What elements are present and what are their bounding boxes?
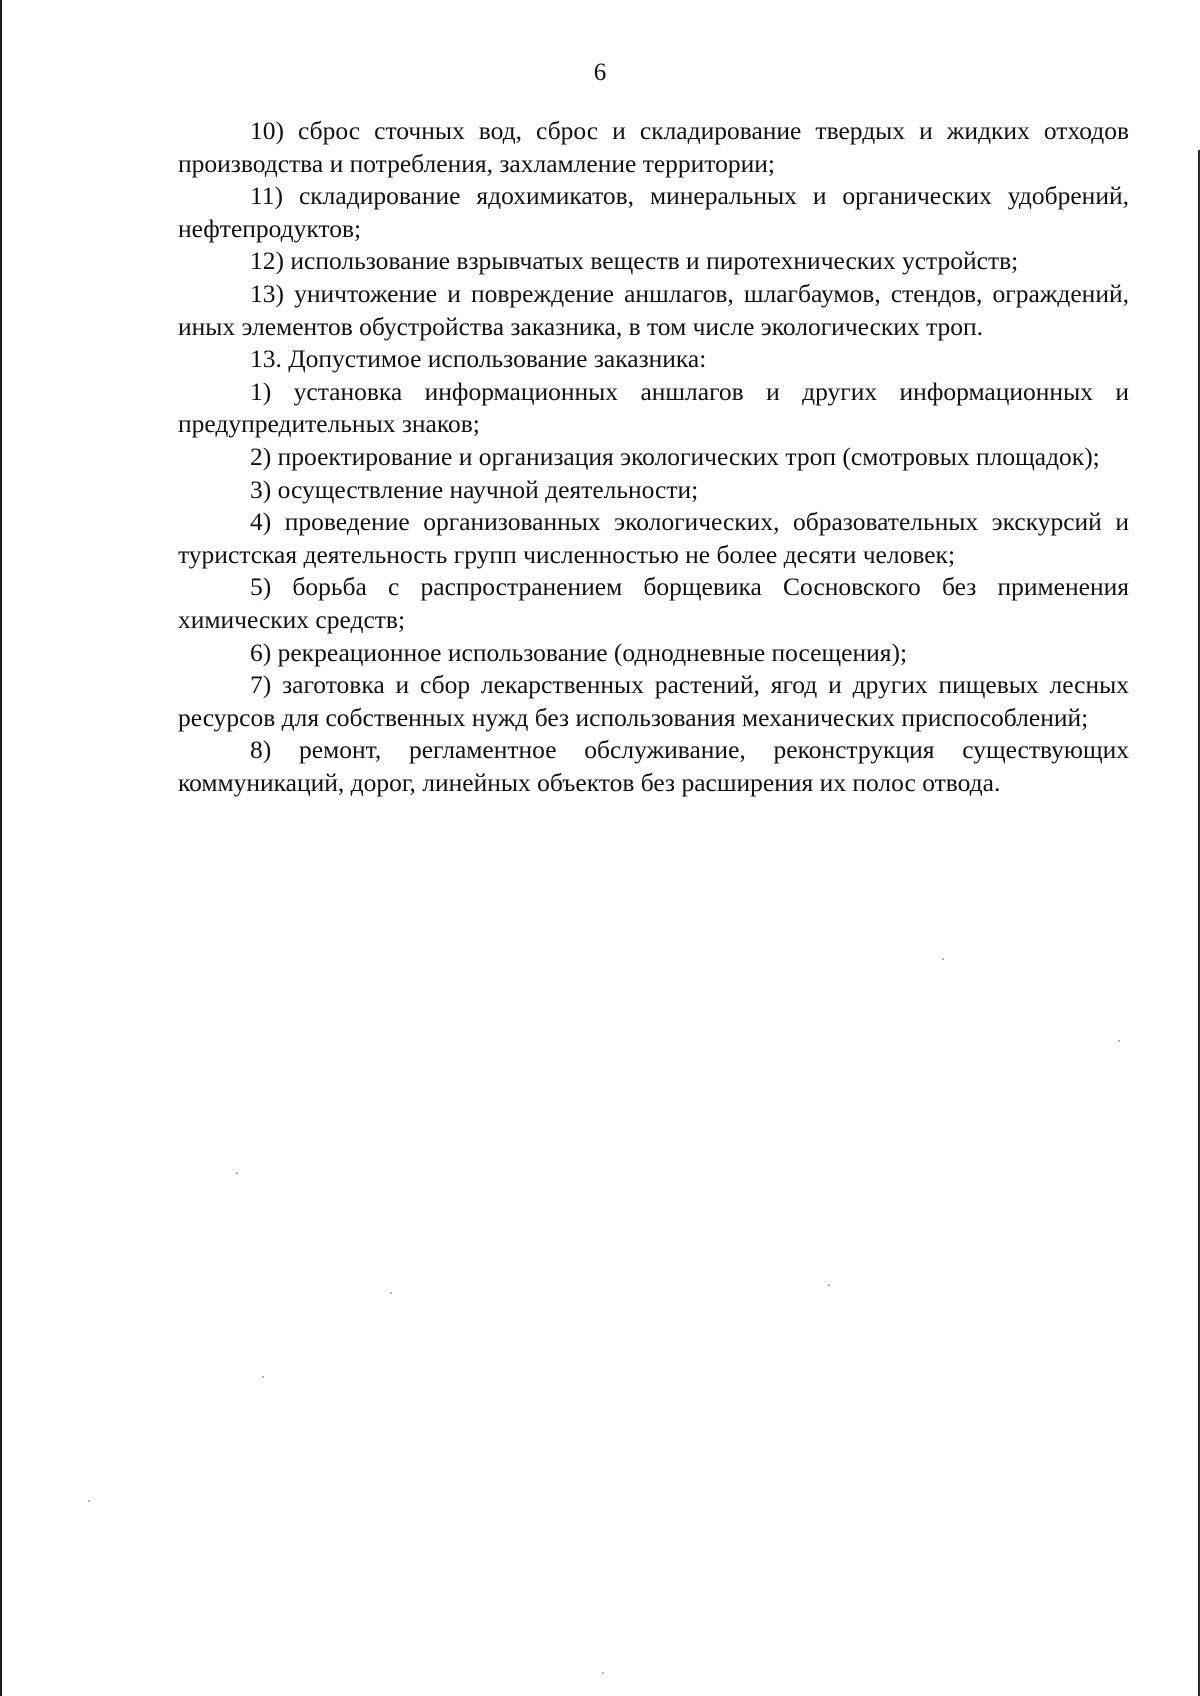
scan-speck [88,1500,90,1502]
scan-speck [390,1292,392,1294]
allowed-item-3: 3) осуществление научной деятельности; [250,474,699,504]
allowed-item-4: 4) проведение организованных экологических, образовательных экскурсий и туристская деятельность групп численностью не более десяти человек; [178,507,1129,569]
scan-speck [1118,1040,1120,1042]
section-13-heading: 13. Допустимое использование заказника: [250,344,707,374]
list-item-11: 11) складирование ядохимикатов, минеральных и органических удобрений, нефтепродуктов; [178,181,1129,243]
allowed-item-6: 6) рекреационное использование (однодневные посещения); [250,637,908,667]
document-body [178,115,1129,799]
scan-left-edge [0,0,2,1696]
scan-speck [942,958,944,960]
page-number: 6 [593,59,607,86]
allowed-item-5: 5) борьба с распространением борщевика Сосновского без применения химических средств; [178,572,1129,634]
allowed-item-1: 1) установка информационных аншлагов и других информационных и предупредительных знаков; [178,376,1129,439]
scan-speck [236,1172,238,1174]
list-item-13: 13) уничтожение и повреждение аншлагов, шлагбаумов, стендов, ограждений, иных элементов обустройства заказника, в том числе экологических троп. [178,278,1129,341]
allowed-item-7: 7) заготовка и сбор лекарственных растений, ягод и других пищевых лесных ресурсов для собственных нужд без использования механических приспособлений; [178,670,1129,732]
list-item-12: 12) использование взрывчатых веществ и пиротехнических устройств; [250,246,1019,276]
scan-speck [602,1672,604,1674]
allowed-item-8: 8) ремонт, регламентное обслуживание, реконструкция существующих коммуникаций, дорог, линейных объектов без расширения их полос отвода. [178,735,1129,797]
list-item-10: 10) сброс сточных вод, сброс и складирование твердых и жидких отходов производства и потребления, захламление территории; [178,116,1129,178]
allowed-item-2: 2) проектирование и организация экологических троп (смотровых площадок); [250,441,1100,471]
scan-speck [262,1376,264,1378]
scan-speck [828,1284,830,1286]
